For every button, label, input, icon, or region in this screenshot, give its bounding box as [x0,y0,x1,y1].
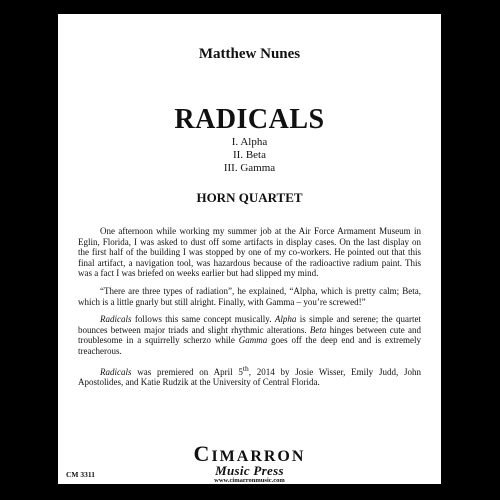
superscript-text: th [242,363,249,373]
text-run: goes off the deep end and is extremely treacherous. [78,335,421,356]
score-cover-page [58,14,441,484]
program-note-paragraph: “There are three types of radiation”, he explained, “Alpha, which is pretty calm; Beta, which is a little gnarly but still alright. Finally, with Gamma – you’re screwed!” [78,285,421,307]
movement-item: III. Gamma [223,162,276,174]
italic-text: Beta [309,324,327,335]
italic-text: Radicals [100,366,132,377]
program-notes [78,226,421,395]
publisher-url: www.cimarronmusic.com [214,477,285,484]
movement-list [58,136,441,175]
piece-title: RADICALS [174,104,325,135]
text-run: was premiered on April 5 [131,366,243,377]
publisher-subtitle: Music Press [215,463,284,478]
composer-name: Matthew Nunes [198,46,301,62]
catalog-number: CM 3311 [66,470,95,479]
program-note-paragraph: One afternoon while working my summer job at the Air Force Armament Museum in Eglin, Florida, I was asked to dust off some artifacts in display cases. On the last display on the first half of the building I was stopped by one of my co-workers. He pointed out that this final artifact, a navigation tool, was hazardous because of the radioactive radium paint. This was a fact I was briefed on weeks earlier but had slipped my mind. [78,226,421,279]
text-run: is simple and serene; the quartet bounces between major triads and slight rhythmic alterations. [78,314,422,335]
publisher-logo [58,441,441,485]
text-run: hinges between cute and troublesome in a squirrelly scherzo while [78,324,421,346]
program-note-paragraph [78,364,421,388]
publisher-name [58,441,441,466]
text-run: , 2014 by Josie Wisser, Emily Judd, John Apostolides, and Katie Rudzik at the University of Central Florida. [78,366,421,388]
italic-text: Radicals [100,314,132,325]
italic-text: Gamma [238,335,268,346]
publisher-name-initial: C [193,441,212,466]
movement-item: I. Alpha [231,136,268,148]
movement-item: II. Beta [233,149,266,161]
italic-text: Alpha [274,314,297,325]
text-run: follows this same concept musically. [131,314,275,325]
publisher-name-rest: IMARRON [211,448,306,465]
instrumentation-heading: HORN QUARTET [196,190,303,205]
program-note-paragraph [78,314,421,356]
